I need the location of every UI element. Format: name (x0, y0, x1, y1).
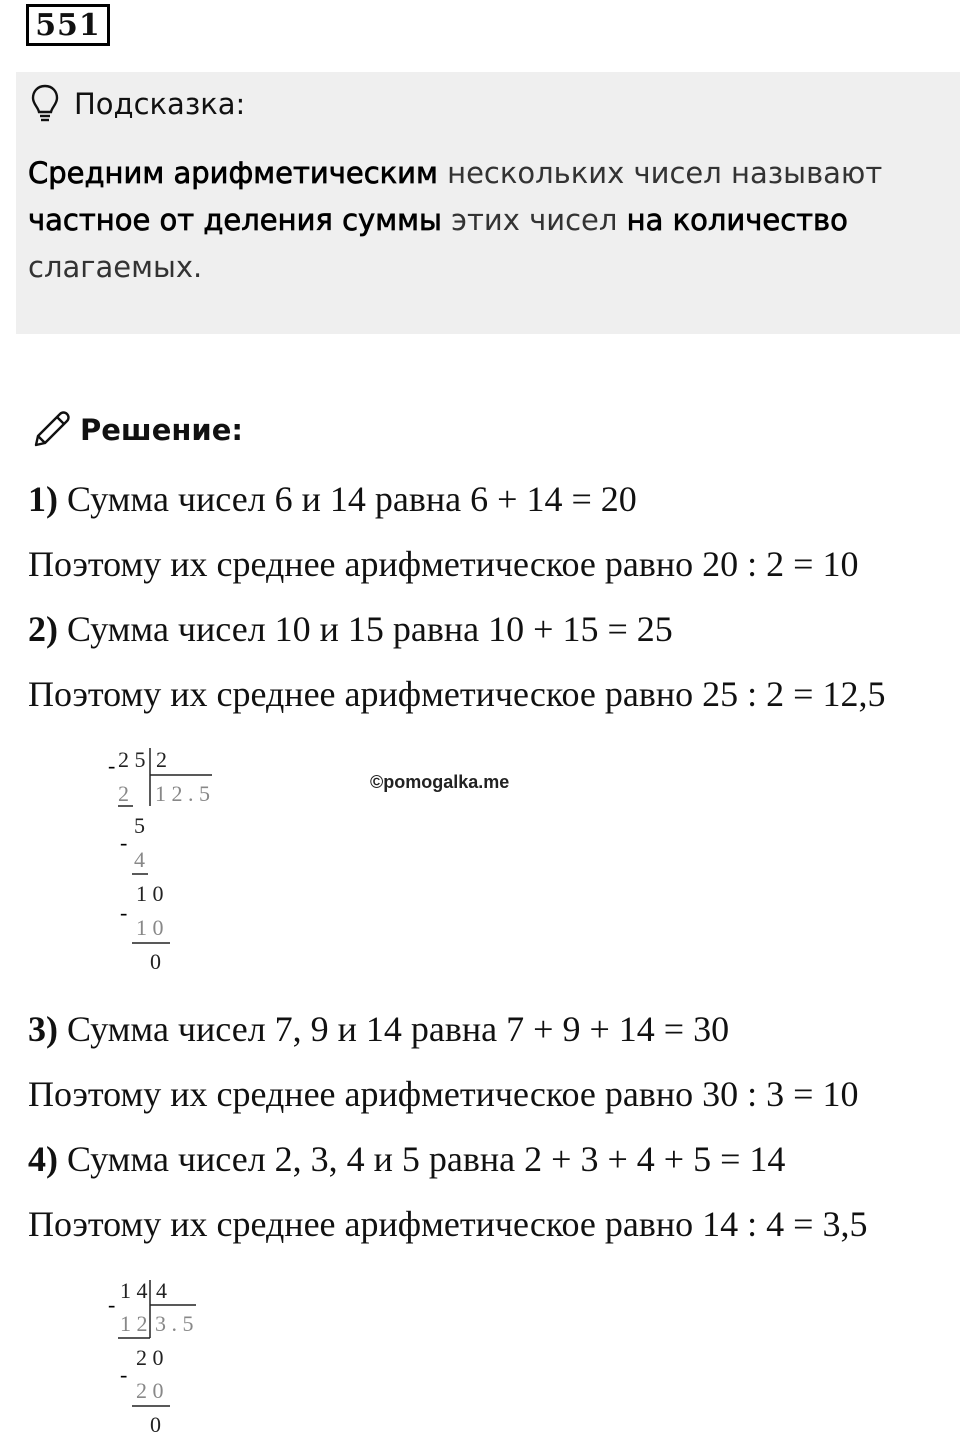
hint-text-part: частное от деления суммы (28, 203, 442, 237)
remainder: 1 0 (136, 881, 164, 906)
step-text: Поэтому их среднее арифметическое равно 30 : 3 = 10 (28, 1074, 859, 1114)
solution-line (28, 1008, 729, 1050)
step-text: Сумма чисел 7, 9 и 14 равна 7 + 9 + 14 = 30 (58, 1009, 730, 1049)
step-text: Поэтому их среднее арифметическое равно 14 : 4 = 3,5 (28, 1204, 868, 1244)
watermark: ©pomogalka.me (370, 772, 510, 792)
subtrahend: 4 (134, 847, 145, 872)
hint-title-text: Подсказка: (74, 87, 246, 121)
hint-text-part: на количество (626, 203, 848, 237)
hint-title (30, 82, 245, 126)
minus-sign: - (120, 1362, 128, 1387)
solution-line (28, 1073, 858, 1115)
hint-text-part: этих чисел (441, 203, 627, 237)
hint-text (28, 150, 948, 291)
solution-line (28, 673, 885, 715)
minus-sign: - (108, 1292, 116, 1317)
hint-text-part: Средним арифметическим (28, 156, 438, 190)
quotient: 1 2 . 5 (155, 781, 210, 806)
long-division-2 (100, 1272, 240, 1446)
pencil-icon (30, 409, 72, 451)
lightbulb-icon (30, 83, 60, 125)
step-number: 1) (28, 479, 58, 519)
hint-text-part: слагаемых. (28, 250, 203, 284)
solution-title-text: Решение: (80, 413, 244, 447)
subtrahend: 1 0 (136, 915, 164, 940)
remainder: 0 (150, 1412, 161, 1437)
divisor: 4 (156, 1278, 167, 1303)
task-number: 551 (26, 4, 110, 46)
solution-line (28, 1138, 785, 1180)
step-text: Сумма чисел 10 и 15 равна 10 + 15 = 25 (58, 609, 673, 649)
minus-sign: - (108, 753, 116, 778)
step-text: Поэтому их среднее арифметическое равно 20 : 2 = 10 (28, 544, 859, 584)
solution-line (28, 1203, 867, 1245)
dividend: 2 5 (118, 747, 146, 772)
remainder: 2 0 (136, 1345, 164, 1370)
remainder: 5 (134, 813, 145, 838)
minus-sign: - (120, 830, 128, 855)
solution-line (28, 608, 673, 650)
step-number: 3) (28, 1009, 58, 1049)
minus-sign: - (120, 900, 128, 925)
step-text: Сумма чисел 6 и 14 равна 6 + 14 = 20 (58, 479, 637, 519)
quotient: 3 . 5 (155, 1311, 194, 1336)
subtrahend: 1 2 (120, 1311, 148, 1336)
step-number: 4) (28, 1139, 58, 1179)
step-number: 2) (28, 609, 58, 649)
subtrahend: 2 (118, 781, 129, 806)
solution-line (28, 543, 858, 585)
divisor: 2 (156, 747, 167, 772)
dividend: 1 4 (120, 1278, 148, 1303)
step-text: Поэтому их среднее арифметическое равно 25 : 2 = 12,5 (28, 674, 886, 714)
step-text: Сумма чисел 2, 3, 4 и 5 равна 2 + 3 + 4 + 5 = 14 (58, 1139, 786, 1179)
solution-line (28, 478, 637, 520)
solution-title (30, 404, 243, 456)
hint-text-part: нескольких чисел называют (437, 156, 883, 190)
remainder: 0 (150, 949, 161, 974)
subtrahend: 2 0 (136, 1378, 164, 1403)
long-division-1 (100, 740, 240, 984)
